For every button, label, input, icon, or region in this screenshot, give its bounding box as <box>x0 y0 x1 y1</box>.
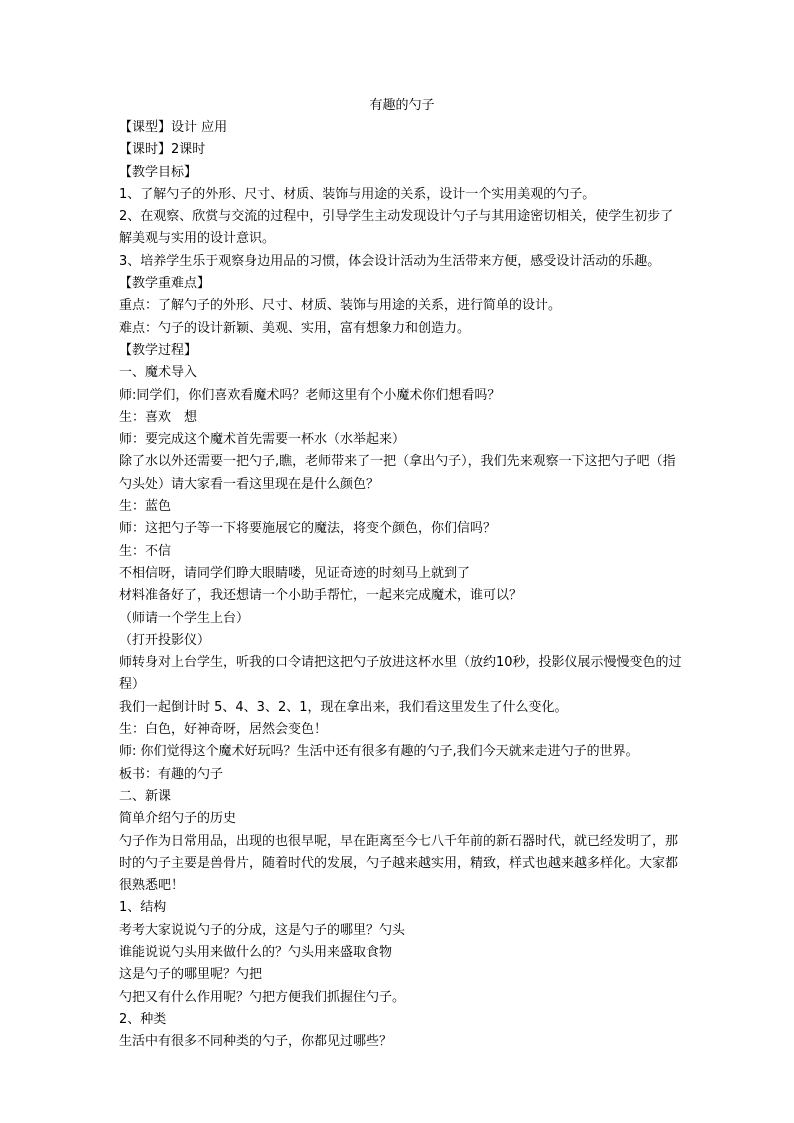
paragraph: 考考大家说说勺子的分成，这是勺子的哪里？勺头 <box>119 922 406 938</box>
paragraph: 2、在观察、欣赏与交流的过程中，引导学生主动发现设计勺子与其用途密切相关，使学生初步了解美观与实用的设计意识。 <box>119 209 674 247</box>
paragraph: 材料准备好了，我还想请一个小助手帮忙，一起来完成魔术，谁可以？ <box>119 588 523 604</box>
paragraph: 生：不信 <box>119 543 172 559</box>
paragraph: 重点：了解勺子的外形、尺寸、材质、装饰与用途的关系，进行简单的设计。 <box>119 298 562 314</box>
paragraph: 勺把又有什么作用呢？勺把方便我们抓握住勺子。 <box>119 989 406 1005</box>
paragraph: 师: 你们觉得这个魔术好玩吗？生活中还有很多有趣的勺子,我们今天就来走进勺子的世界。 <box>119 744 639 760</box>
paragraph: 师：这把勺子等一下将要施展它的魔法，将变个颜色，你们信吗？ <box>119 521 497 537</box>
paragraph: 这是勺子的哪里呢？勺把 <box>119 967 263 983</box>
paragraph: 【教学目标】 <box>119 164 198 180</box>
paragraph: 3、培养学生乐于观察身边用品的习惯，体会设计活动为生活带来方便，感受设计活动的乐趣。 <box>119 253 661 269</box>
paragraph: 生活中有很多不同种类的勺子，你都见过哪些？ <box>119 1034 393 1050</box>
paragraph: 1、了解勺子的外形、尺寸、材质、装饰与用途的关系，设计一个实用美观的勺子。 <box>119 186 596 202</box>
paragraph: 师:同学们，你们喜欢看魔术吗？老师这里有个小魔术你们想看吗？ <box>119 387 501 403</box>
paragraph: 【课型】设计 应用 <box>119 120 228 135</box>
document-title: 有趣的勺子 <box>369 98 435 113</box>
paragraph: 勺子作为日常用品，出现的也很早呢，早在距离至今七八千年前的新石器时代，就已经发明了，那时的勺子主要是兽骨片，随着时代的发展，勺子越来越实用，精致，样式也越来越多样化。大家都很熟悉吧！ <box>119 833 679 894</box>
document-body <box>119 117 685 1053</box>
paragraph: 二、新课 <box>119 788 172 804</box>
paragraph: 不相信呀，请同学们睁大眼睛喽，见证奇迹的时刻马上就到了 <box>119 565 471 581</box>
paragraph: 师：要完成这个魔术首先需要一杯水（水举起来） <box>119 432 406 448</box>
paragraph: （师请一个学生上台） <box>119 610 250 626</box>
paragraph: 难点：勺子的设计新颖、美观、实用，富有想象力和创造力。 <box>119 320 471 336</box>
paragraph: 生：白色，好神奇呀，居然会变色！ <box>119 722 328 738</box>
paragraph: 生：蓝色 <box>119 499 172 515</box>
paragraph: 谁能说说勺头用来做什么的？勺头用来盛取食物 <box>119 944 393 960</box>
paragraph: （打开投影仪） <box>119 632 211 648</box>
paragraph: 板书：有趣的勺子 <box>119 766 224 782</box>
paragraph: 师转身对上台学生，听我的口令请把这把勺子放进这杯水里（放约10秒，投影仪展示慢慢变色的过程） <box>119 655 682 693</box>
paragraph: 【教学重难点】 <box>119 276 211 292</box>
paragraph: 【课时】2课时 <box>119 142 206 158</box>
paragraph: 生：喜欢 想 <box>119 409 198 425</box>
paragraph: 简单介绍勺子的历史 <box>119 811 237 827</box>
document-page <box>119 97 685 1053</box>
paragraph: 我们一起倒计时 5、4、3、2、1，现在拿出来，我们看这里发生了什么变化。 <box>119 699 568 715</box>
paragraph: 2、种类 <box>119 1011 167 1027</box>
paragraph: 1、结构 <box>119 900 167 916</box>
paragraph: 一、魔术导入 <box>119 365 198 381</box>
paragraph: 【教学过程】 <box>119 342 198 358</box>
paragraph: 除了水以外还需要一把勺子,瞧，老师带来了一把（拿出勺子），我们先来观察一下这把勺子吧（指勺头处）请大家看一看这里现在是什么颜色？ <box>119 454 676 492</box>
